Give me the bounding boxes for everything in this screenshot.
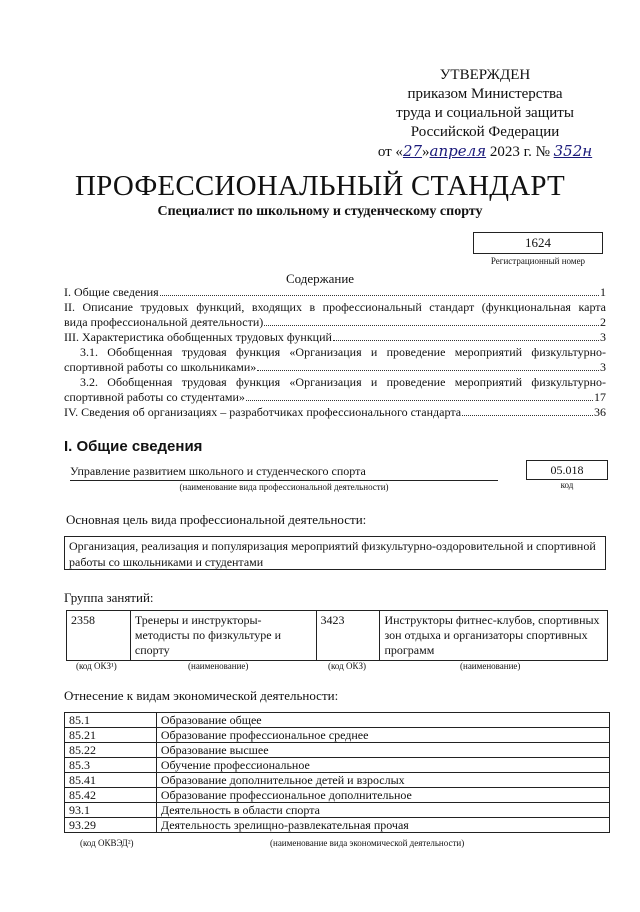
okved-code: 85.21 bbox=[65, 728, 157, 743]
okved-label: Отнесение к видам экономической деятельности: bbox=[64, 688, 339, 703]
table-row bbox=[65, 743, 610, 758]
table-row bbox=[65, 773, 610, 788]
date-month: апреля bbox=[429, 142, 487, 160]
table-row bbox=[65, 713, 610, 728]
okved-code: 85.1 bbox=[65, 713, 157, 728]
toc-item[interactable] bbox=[64, 345, 606, 360]
group-label: Группа занятий: bbox=[64, 590, 154, 605]
toc-item-text: I. Общие сведения bbox=[64, 285, 159, 299]
occupation-group-table bbox=[66, 610, 608, 661]
goal-text: Организация, реализация и популяризация мероприятий физкультурно-оздоровительной и спортивной работы со школьниками и студентами bbox=[64, 536, 606, 570]
col-label: (наименование) bbox=[460, 661, 521, 671]
date-prefix: от « bbox=[377, 144, 403, 160]
activity-name: Управление развитием школьного и студенческого спорта bbox=[70, 464, 498, 481]
approval-line-1: УТВЕРЖДЕН bbox=[439, 67, 531, 83]
toc-item-page: 3 bbox=[600, 330, 606, 344]
date-mid: » bbox=[422, 144, 430, 160]
col-label: (код ОКВЭД²) bbox=[80, 838, 134, 848]
activity-name-label: (наименование вида профессиональной деятельности) bbox=[179, 482, 389, 492]
col-label: (наименование вида экономической деятельности) bbox=[270, 838, 465, 848]
okved-name: Образование высшее bbox=[156, 743, 609, 758]
section-heading: I. Общие сведения bbox=[64, 438, 203, 455]
approval-line-3: труда и социальной защиты bbox=[396, 105, 574, 121]
okved-name: Образование профессиональное среднее bbox=[156, 728, 609, 743]
toc-item-page: 1 bbox=[600, 285, 606, 299]
table-row bbox=[65, 758, 610, 773]
table-row bbox=[67, 611, 608, 661]
toc-item-page: 3 bbox=[600, 360, 606, 374]
activity-code: 05.018 bbox=[526, 460, 608, 480]
okz-name-cell: Тренеры и инструкторы-методисты по физкультуре и спорту bbox=[130, 611, 316, 661]
toc-item-text: вида профессиональной деятельности) bbox=[64, 315, 264, 329]
okved-code: 93.29 bbox=[65, 818, 157, 833]
okved-name: Обучение профессиональное bbox=[156, 758, 609, 773]
table-row bbox=[65, 788, 610, 803]
registration-number-label: Регистрационный номер bbox=[490, 256, 586, 266]
table-row bbox=[65, 818, 610, 833]
goal-label: Основная цель вида профессиональной деятельности: bbox=[66, 512, 367, 527]
toc-item[interactable] bbox=[64, 405, 606, 420]
toc-item-page: 36 bbox=[594, 405, 606, 419]
toc-item-cont bbox=[64, 390, 606, 405]
toc-item[interactable] bbox=[64, 330, 606, 345]
date-year: 2023 г. № bbox=[489, 144, 550, 160]
toc-item-text: 3.1. Обобщенная трудовая функция «Организация и проведение мероприятий физкультурно- bbox=[80, 345, 606, 359]
okved-code: 93.1 bbox=[65, 803, 157, 818]
toc-item-text: 3.2. Обобщенная трудовая функция «Организация и проведение мероприятий физкультурно- bbox=[80, 375, 606, 389]
order-number: 352н bbox=[553, 142, 593, 160]
toc-item-text: II. Описание трудовых функций, входящих в профессиональный стандарт (функциональная карта bbox=[64, 300, 606, 314]
okz-code-cell: 2358 bbox=[67, 611, 131, 661]
okved-name: Образование профессиональное дополнительное bbox=[156, 788, 609, 803]
toc-item[interactable] bbox=[64, 285, 606, 300]
date-day: 27 bbox=[402, 142, 423, 160]
okved-table bbox=[64, 712, 610, 833]
toc-item-text: спортивной работы со школьниками» bbox=[64, 360, 257, 374]
okved-code: 85.3 bbox=[65, 758, 157, 773]
okved-name: Образование дополнительное детей и взрослых bbox=[156, 773, 609, 788]
okved-name: Деятельность зрелищно-развлекательная прочая bbox=[156, 818, 609, 833]
toc-item-text: спортивной работы со студентами» bbox=[64, 390, 245, 404]
toc-item[interactable] bbox=[64, 300, 606, 330]
toc-item-page: 2 bbox=[600, 315, 606, 329]
approval-date bbox=[370, 142, 600, 162]
table-row bbox=[65, 728, 610, 743]
toc-item-page: 17 bbox=[594, 390, 606, 404]
okved-code: 85.42 bbox=[65, 788, 157, 803]
okz-name-cell: Инструкторы фитнес-клубов, спортивных зон отдыха и организаторы спортивных программ bbox=[380, 611, 608, 661]
toc-item-text: IV. Сведения об организациях – разработчиках профессионального стандарта bbox=[64, 405, 462, 419]
toc-item[interactable] bbox=[64, 375, 606, 390]
okved-code: 85.22 bbox=[65, 743, 157, 758]
col-label: (код ОКЗ¹) bbox=[76, 661, 117, 671]
registration-number-box: 1624 bbox=[473, 232, 603, 254]
approval-line-2: приказом Министерства bbox=[407, 86, 563, 102]
page-title: ПРОФЕССИОНАЛЬНЫЙ СТАНДАРТ bbox=[75, 170, 565, 202]
page-subtitle: Специалист по школьному и студенческому спорту bbox=[157, 204, 483, 219]
col-label: (код ОКЗ) bbox=[328, 661, 366, 671]
toc-item-cont bbox=[64, 360, 606, 375]
toc-item-text: III. Характеристика обобщенных трудовых функций bbox=[64, 330, 332, 344]
okved-code: 85.41 bbox=[65, 773, 157, 788]
okz-code-cell: 3423 bbox=[316, 611, 380, 661]
approval-line-4: Российской Федерации bbox=[410, 124, 560, 140]
activity-code-label: код bbox=[560, 480, 574, 490]
table-row bbox=[65, 803, 610, 818]
toc-heading: Содержание bbox=[285, 271, 355, 286]
table-of-contents bbox=[64, 285, 606, 420]
approval-block bbox=[370, 66, 600, 162]
okved-name: Образование общее bbox=[156, 713, 609, 728]
col-label: (наименование) bbox=[188, 661, 249, 671]
okved-name: Деятельность в области спорта bbox=[156, 803, 609, 818]
